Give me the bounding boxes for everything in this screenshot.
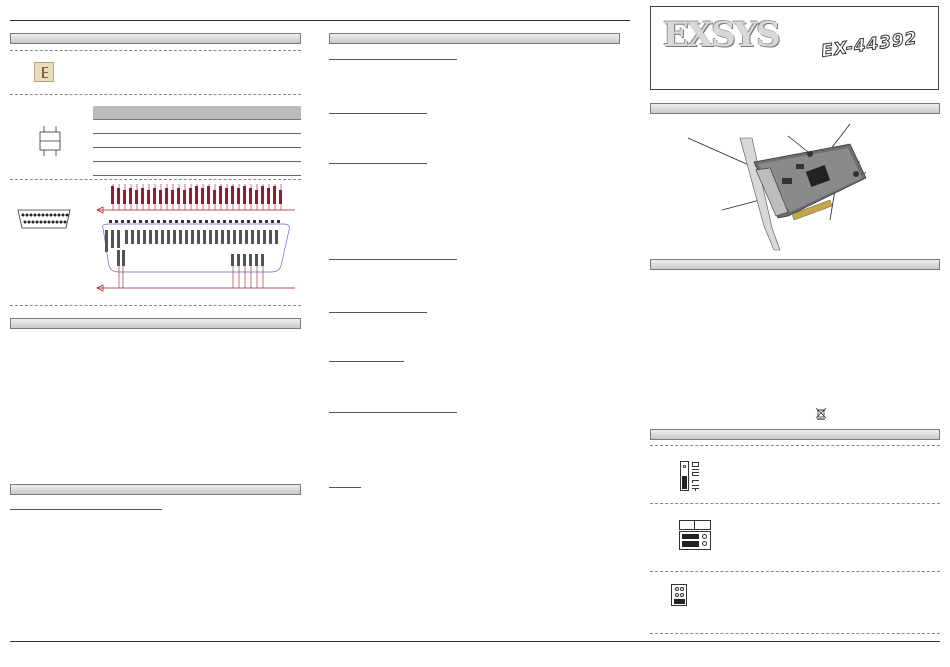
pin-label: [129, 188, 132, 204]
divider: [650, 571, 940, 572]
pin-label: [207, 186, 210, 204]
subheading-underline: [329, 59, 457, 60]
pin-label: [159, 190, 162, 204]
pin-label: [165, 188, 168, 204]
divider: [650, 633, 940, 634]
pin-assignment-diagram: [95, 184, 300, 294]
pin-label: [123, 190, 126, 204]
section-bar-left-1: [10, 33, 301, 44]
section-bar-right-2: [650, 259, 940, 270]
jumper-block: [671, 584, 687, 606]
divider: [650, 445, 940, 446]
pin-label: [135, 190, 138, 204]
subheading-underline: [329, 487, 361, 488]
subheading-underline: [329, 412, 457, 413]
table-row: [93, 134, 301, 148]
brand-logo-box: [650, 6, 939, 90]
divider: [650, 503, 940, 504]
led-pin-diagram: [36, 124, 66, 158]
dis-ena-label: [690, 460, 702, 492]
pin-label: [195, 186, 198, 204]
section-bar-right-1: [650, 103, 940, 114]
pin-label: [231, 186, 234, 204]
table-row: [93, 148, 301, 162]
table-row: [93, 120, 301, 134]
pin-label: [219, 186, 222, 204]
top-rule: [10, 20, 630, 21]
subheading-underline: [329, 163, 427, 164]
pin-label: [111, 186, 114, 204]
subheading-underline: [329, 259, 457, 260]
pin-table: [93, 106, 301, 176]
table-header-row: [93, 106, 301, 120]
recycle-bin-icon: [815, 407, 827, 420]
section-bar-left-3: [10, 484, 301, 495]
pin-label: [177, 188, 180, 204]
db25-connector-icon: [8, 206, 78, 232]
pin-label: [189, 188, 192, 204]
table-row: [93, 162, 301, 176]
section-bar-left-2: [10, 318, 301, 329]
divider: [10, 305, 301, 306]
pin-label: [141, 188, 144, 204]
pin-label: [237, 188, 240, 204]
pin-label: [171, 190, 174, 204]
section-bar-middle: [329, 33, 620, 44]
pin-label: [183, 190, 186, 204]
divider: [10, 179, 301, 180]
subheading-underline: [329, 312, 427, 313]
jumper-header: [679, 520, 711, 530]
pin-label: [243, 186, 246, 204]
model-title: EX-44392: [820, 28, 919, 62]
subheading-underline: [329, 113, 427, 114]
connector-icon: [34, 62, 54, 82]
brand-logo: EXSYS: [663, 15, 779, 55]
pin-label: [147, 190, 150, 204]
pin-label: [267, 188, 270, 204]
pin-label: [117, 188, 120, 204]
pin-label: [225, 188, 228, 204]
pin-label: [261, 186, 264, 204]
pin-label: [201, 188, 204, 204]
pin-label: [255, 190, 258, 204]
subheading-underline: [10, 509, 162, 510]
bottom-rule: [10, 641, 940, 642]
pin-label: [279, 190, 282, 204]
pin-label: [249, 188, 252, 204]
section-bar-right-3: [650, 429, 940, 440]
pin-label: [273, 186, 276, 204]
jumper-block: [679, 531, 711, 550]
pcie-card-image: [680, 118, 880, 258]
pin-label: [153, 188, 156, 204]
pin-label: [213, 190, 216, 204]
divider: [10, 50, 301, 51]
subheading-underline: [329, 361, 404, 362]
jumper-switch-icon: [680, 461, 689, 491]
divider: [10, 94, 301, 95]
